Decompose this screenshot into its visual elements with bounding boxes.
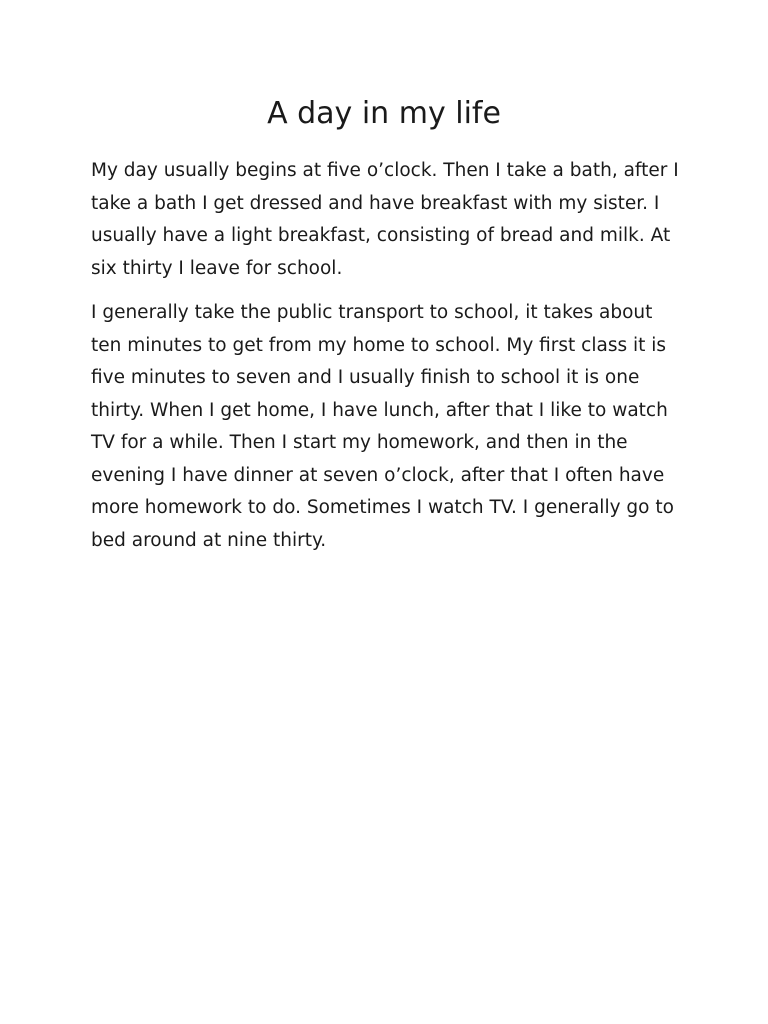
document-title: A day in my life: [267, 96, 501, 131]
paragraph-1: My day usually begins at five o’clock. Then I take a bath, after I take a bath I get dressed and have breakfast with my sister. I usually have a light breakfast, consisting of bread and milk. At six thirty I leave for school.: [91, 160, 679, 279]
document-body: [91, 155, 691, 569]
paragraph-2: I generally take the public transport to school, it takes about ten minutes to get from my home to school. My first class it is five minutes to seven and I usually finish to school it is one thirty. When I get home, I have lunch, after that I like to watch TV for a while. Then I start my homework, and then in the evening I have dinner at seven o’clock, after that I often have more homework to do. Sometimes I watch TV. I generally go to bed around at nine thirty.: [91, 302, 674, 551]
